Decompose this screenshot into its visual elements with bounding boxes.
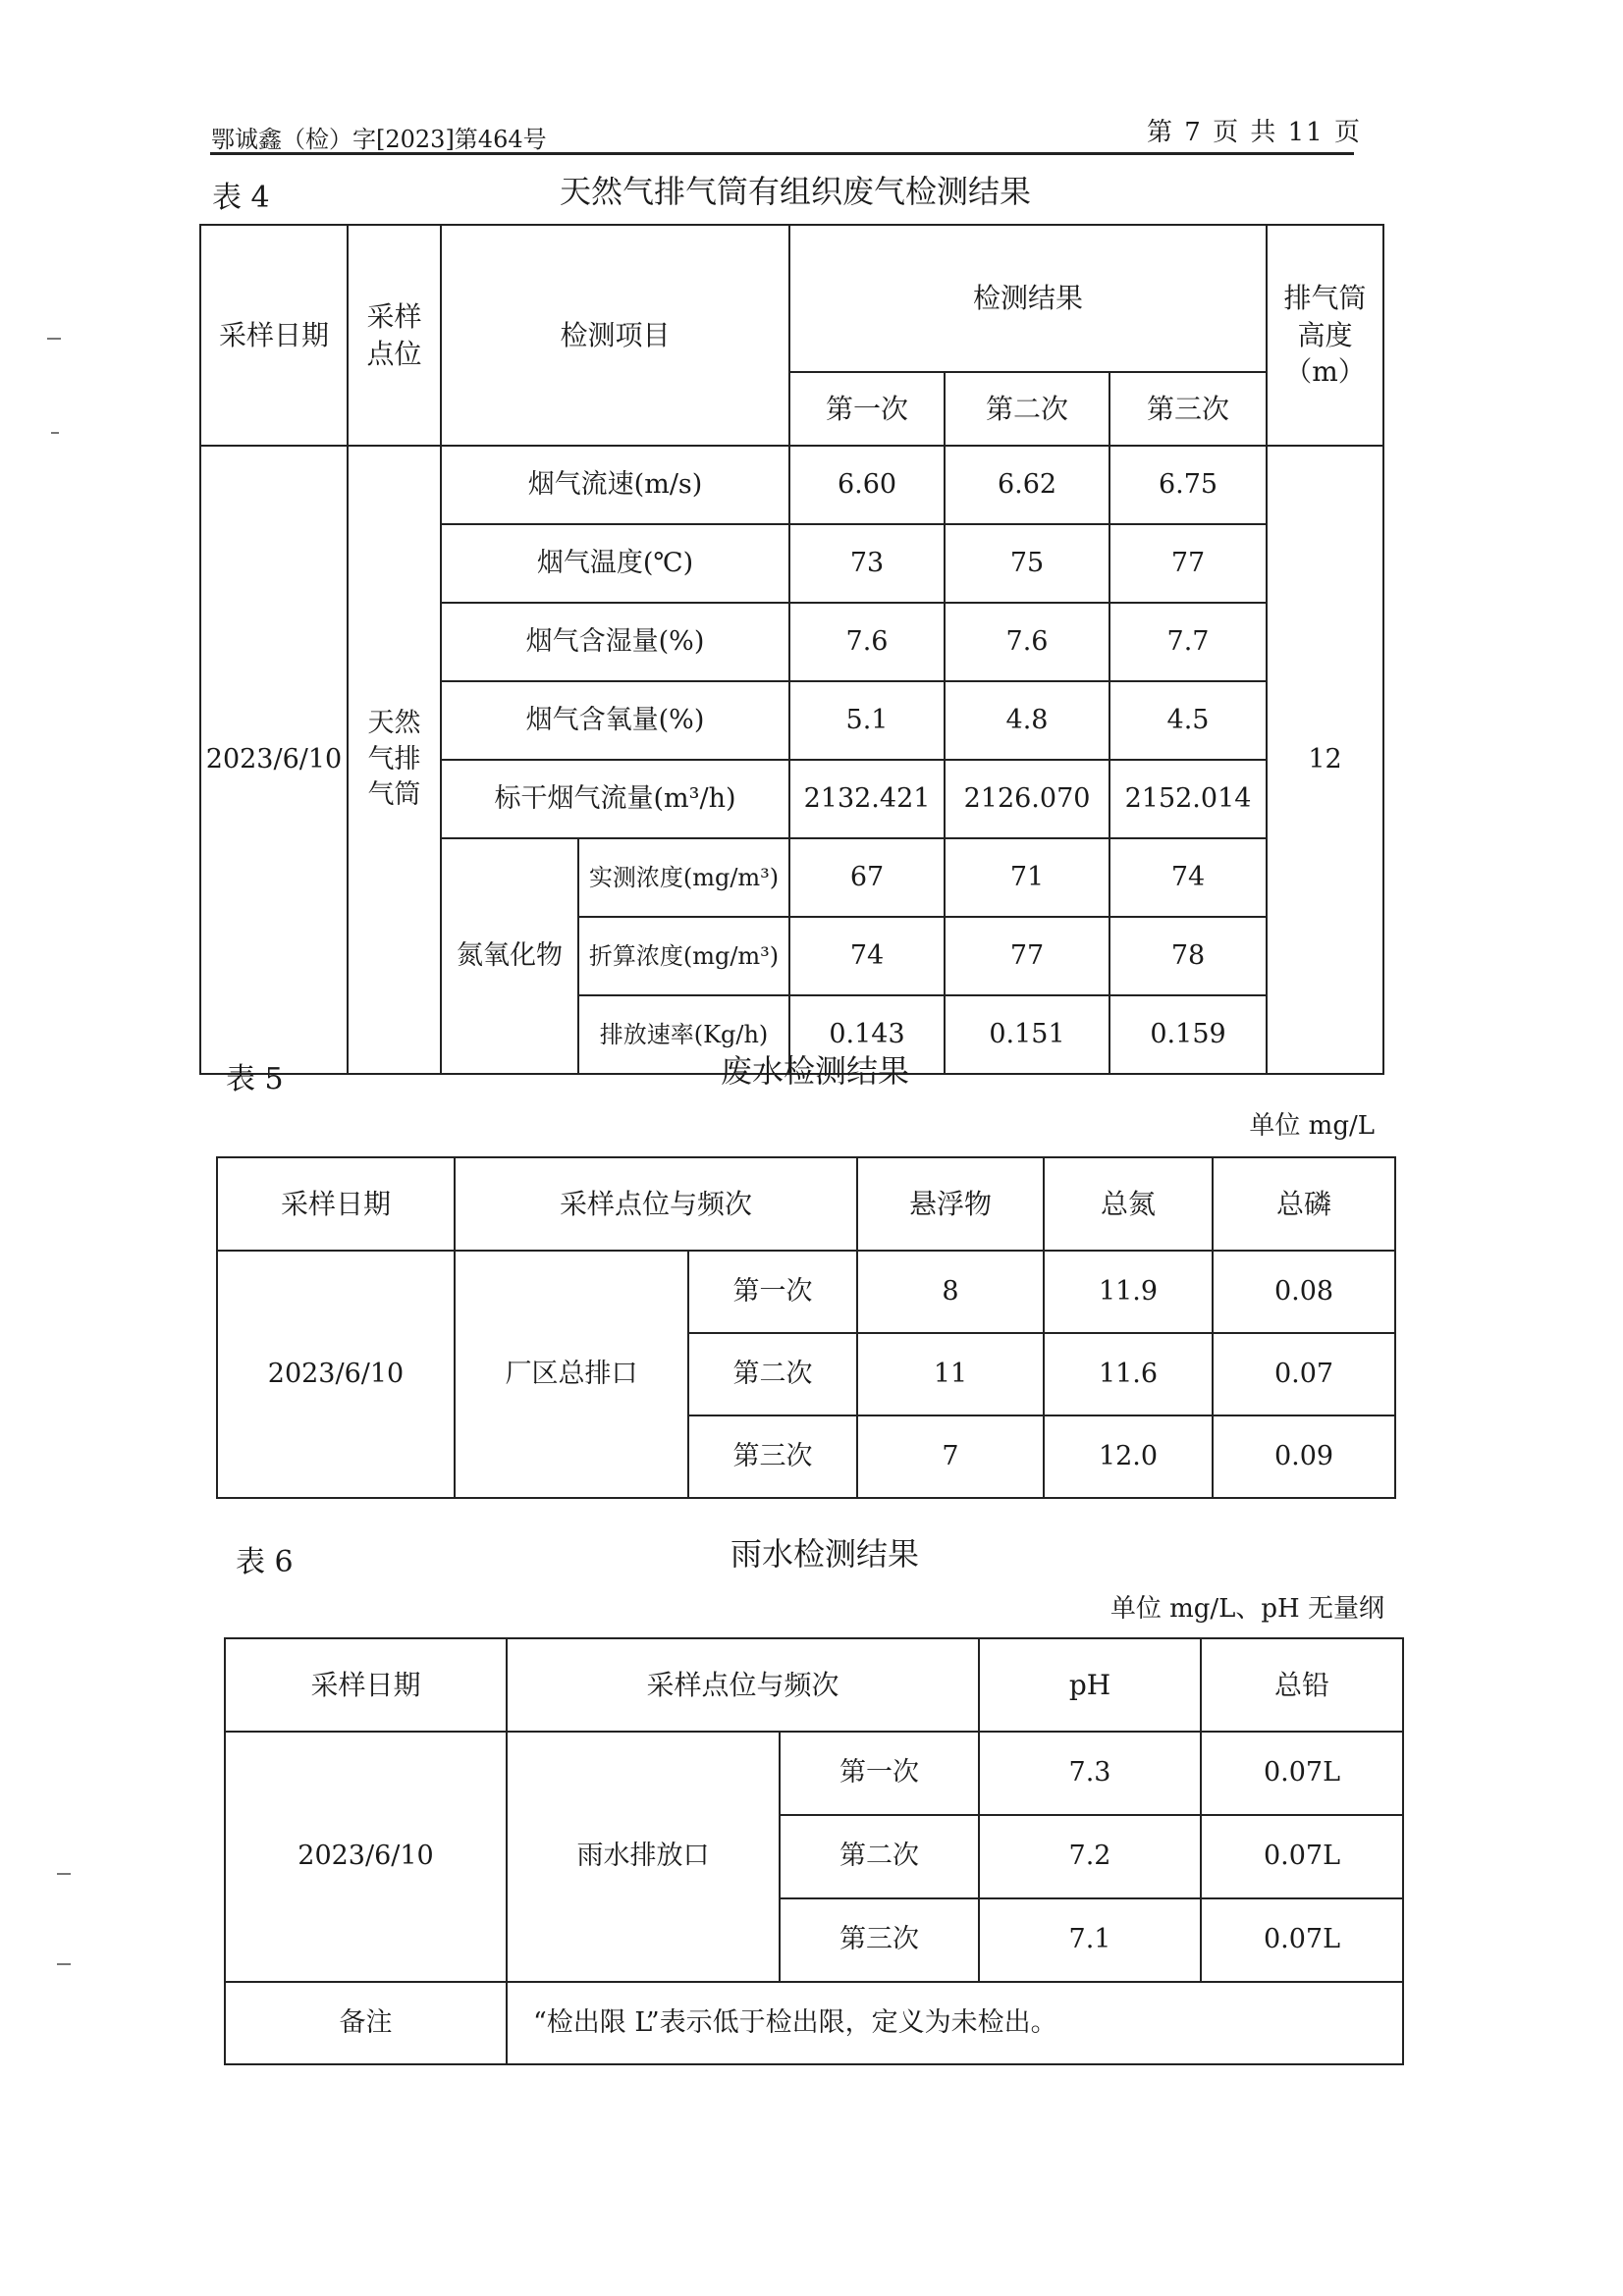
header-test-results: 检测结果 <box>789 225 1267 372</box>
header-third: 第三次 <box>1109 372 1267 446</box>
value-cell: 0.07L <box>1201 1815 1403 1898</box>
header-total-nitrogen: 总氮 <box>1044 1157 1213 1251</box>
value-cell: 0.07L <box>1201 1732 1403 1815</box>
value-cell: 11 <box>857 1333 1044 1415</box>
nox-group-cell: 氮氧化物 <box>441 838 578 1074</box>
value-cell: 67 <box>789 838 945 917</box>
header-test-item: 检测项目 <box>441 225 789 446</box>
value-cell: 11.9 <box>1044 1251 1213 1333</box>
item-cell: 折算浓度(mg/m³) <box>578 917 789 995</box>
header-sampling-date: 采样日期 <box>200 225 348 446</box>
value-cell: 5.1 <box>789 681 945 760</box>
item-cell: 烟气温度(℃) <box>441 524 789 603</box>
value-cell: 4.8 <box>945 681 1109 760</box>
frequency-cell: 第一次 <box>688 1251 857 1333</box>
header-first: 第一次 <box>789 372 945 446</box>
header-point-frequency: 采样点位与频次 <box>455 1157 857 1251</box>
item-cell: 排放速率(Kg/h) <box>578 995 789 1074</box>
page-indicator: 第 7 页 共 11 页 <box>1147 118 1362 147</box>
header-suspended-solids: 悬浮物 <box>857 1157 1044 1251</box>
item-cell: 烟气流速(m/s) <box>441 446 789 524</box>
table4-label: 表 4 <box>212 181 270 215</box>
frequency-cell: 第三次 <box>780 1898 979 1982</box>
scan-speck <box>57 1873 71 1875</box>
table6-unit: 单位 mg/L、pH 无量纲 <box>1109 1594 1384 1624</box>
scan-speck <box>57 1963 71 1965</box>
header-sampling-point: 采样 点位 <box>348 225 441 446</box>
value-cell: 7.6 <box>789 603 945 681</box>
scan-speck <box>51 432 59 434</box>
item-cell: 实测浓度(mg/m³) <box>578 838 789 917</box>
frequency-cell: 第三次 <box>688 1415 857 1498</box>
value-cell: 73 <box>789 524 945 603</box>
header-total-lead: 总铅 <box>1201 1638 1403 1732</box>
table6-label: 表 6 <box>236 1545 294 1579</box>
value-cell: 2152.014 <box>1109 760 1267 838</box>
value-cell: 11.6 <box>1044 1333 1213 1415</box>
value-cell: 0.143 <box>789 995 945 1074</box>
value-cell: 0.07L <box>1201 1898 1403 1982</box>
table4-title: 天然气排气筒有组织废气检测结果 <box>559 173 1031 210</box>
sampling-point-cell: 雨水排放口 <box>507 1732 780 1982</box>
header-total-phosphorus: 总磷 <box>1213 1157 1395 1251</box>
scan-speck <box>47 338 61 340</box>
item-cell: 烟气含湿量(%) <box>441 603 789 681</box>
value-cell: 7.1 <box>979 1898 1201 1982</box>
table5-title: 废水检测结果 <box>720 1052 909 1090</box>
table5-unit: 单位 mg/L <box>1249 1111 1375 1141</box>
frequency-cell: 第二次 <box>688 1333 857 1415</box>
stack-height-value: 12 <box>1267 446 1383 1074</box>
sampling-point-cell: 天然 气排 气筒 <box>348 446 441 1074</box>
value-cell: 7.7 <box>1109 603 1267 681</box>
table6-title: 雨水检测结果 <box>730 1535 919 1573</box>
header-sampling-date: 采样日期 <box>217 1157 455 1251</box>
value-cell: 6.75 <box>1109 446 1267 524</box>
sampling-date-cell: 2023/6/10 <box>225 1732 507 1982</box>
value-cell: 7.2 <box>979 1815 1201 1898</box>
value-cell: 2126.070 <box>945 760 1109 838</box>
value-cell: 0.151 <box>945 995 1109 1074</box>
value-cell: 7.3 <box>979 1732 1201 1815</box>
table5-label: 表 5 <box>226 1062 284 1096</box>
sampling-date-cell: 2023/6/10 <box>217 1251 455 1498</box>
sampling-date-cell: 2023/6/10 <box>200 446 348 1074</box>
value-cell: 0.159 <box>1109 995 1267 1074</box>
remark-label: 备注 <box>225 1982 507 2064</box>
value-cell: 78 <box>1109 917 1267 995</box>
item-cell: 标干烟气流量(m³/h) <box>441 760 789 838</box>
value-cell: 0.09 <box>1213 1415 1395 1498</box>
value-cell: 74 <box>789 917 945 995</box>
value-cell: 71 <box>945 838 1109 917</box>
frequency-cell: 第一次 <box>780 1732 979 1815</box>
sampling-point-cell: 厂区总排口 <box>455 1251 688 1498</box>
value-cell: 6.60 <box>789 446 945 524</box>
value-cell: 8 <box>857 1251 1044 1333</box>
value-cell: 77 <box>1109 524 1267 603</box>
document-number: 鄂诚鑫（检）字[2023]第464号 <box>211 126 547 153</box>
header-sampling-date: 采样日期 <box>225 1638 507 1732</box>
remark-text: “检出限 L”表示低于检出限，定义为未检出。 <box>507 1982 1403 2064</box>
value-cell: 75 <box>945 524 1109 603</box>
value-cell: 2132.421 <box>789 760 945 838</box>
header-second: 第二次 <box>945 372 1109 446</box>
frequency-cell: 第二次 <box>780 1815 979 1898</box>
table6 <box>224 1637 1404 2065</box>
value-cell: 0.07 <box>1213 1333 1395 1415</box>
value-cell: 0.08 <box>1213 1251 1395 1333</box>
value-cell: 6.62 <box>945 446 1109 524</box>
value-cell: 74 <box>1109 838 1267 917</box>
header-divider <box>210 152 1354 155</box>
header-stack-height: 排气筒 高度 （m） <box>1267 225 1383 446</box>
value-cell: 4.5 <box>1109 681 1267 760</box>
table5 <box>216 1156 1396 1499</box>
value-cell: 7 <box>857 1415 1044 1498</box>
value-cell: 7.6 <box>945 603 1109 681</box>
value-cell: 77 <box>945 917 1109 995</box>
table4 <box>199 224 1384 1075</box>
header-ph: pH <box>979 1638 1201 1732</box>
header-point-frequency: 采样点位与频次 <box>507 1638 979 1732</box>
value-cell: 12.0 <box>1044 1415 1213 1498</box>
item-cell: 烟气含氧量(%) <box>441 681 789 760</box>
